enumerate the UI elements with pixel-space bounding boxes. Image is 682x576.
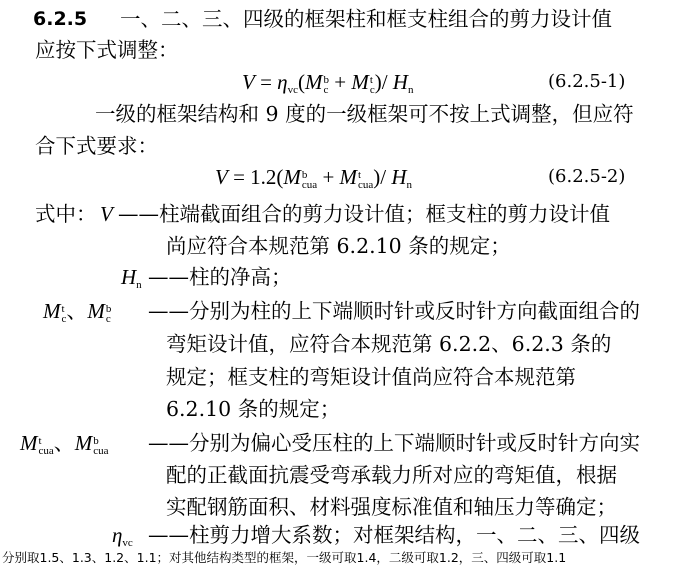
equation-2-label: (6.2.5-2) [548,166,626,187]
eta-vc-definition: ——柱剪力增大系数；对框架结构，一、二、三、四级 [148,523,640,547]
v-definition-line-1: ——柱端截面组合的剪力设计值；框支柱的剪力设计值 [118,202,610,226]
paragraph-2-line-2: 合下式要求： [35,134,158,158]
hn-symbol: $H_n$ [121,265,142,291]
paragraph-2-line-1: 一级的框架结构和 9 度的一级框架可不按上式调整，但应符 [95,102,634,126]
equation-1: $V = \eta_{vc}(M$ b c + M t c )/ $H_n$ [242,70,414,96]
where-label: 式中： [35,202,97,226]
section-number: 6.2.5 [33,8,88,30]
equation-1-label: (6.2.5-1) [548,71,626,92]
mcua-definition-line-1: ——分别为偏心受压柱的上下端顺时针或反时针方向实 [148,431,640,455]
mc-symbols: M t c 、M b c [43,299,112,325]
mc-definition-line-3: 规定；框支柱的弯矩设计值尚应符合本规范第 [166,365,576,389]
mcua-symbols: M t cua 、M b cua [20,431,109,457]
mc-definition-line-4: 6.2.10 条的规定； [166,397,341,421]
mcua-definition-line-2: 配的正截面抗震受弯承载力所对应的弯矩值，根据 [166,463,617,487]
mc-definition-line-2: 弯矩设计值，应符合本规范第 6.2.2、6.2.3 条的 [166,332,612,356]
v-definition-line-2: 尚应符合本规范第 6.2.10 条的规定； [166,234,511,258]
v-symbol: V [100,202,113,226]
hn-definition: ——柱的净高； [148,265,292,289]
heading-line-1: 一、二、三、四级的框架柱和框支柱组合的剪力设计值 [120,7,612,31]
footer-note: 分别取1.5、1.3、1.2、1.1；对其他结构类型的框架，一级可取1.4，二级可取1.2，三、四级可取1.1 [2,550,567,565]
heading-line-2: 应按下式调整： [35,38,179,62]
equation-2: V = 1.2(M b cua + M t cua )/ $H_n$ [215,165,413,191]
eta-vc-symbol: $\eta_{vc}$ [112,523,133,549]
mcua-definition-line-3: 实配钢筋面积、材料强度标准值和轴压力等确定； [166,495,617,519]
mc-definition-line-1: ——分别为柱的上下端顺时针或反时针方向截面组合的 [148,299,640,323]
